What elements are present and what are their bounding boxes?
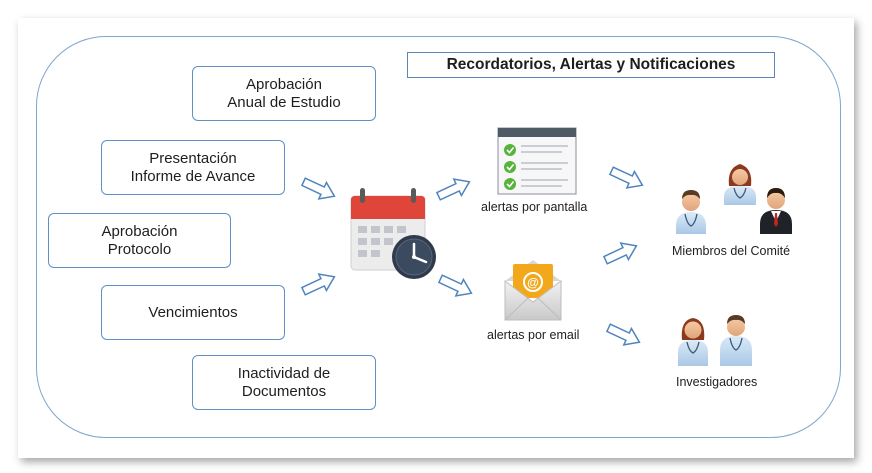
arrow-to-screen — [435, 174, 473, 205]
label-alertas-email: alertas por email — [487, 328, 580, 342]
label-investigadores: Investigadores — [676, 375, 758, 389]
trigger-text-line: Informe de Avance — [130, 167, 256, 185]
calendar-clock-icon — [351, 188, 436, 279]
arrow-to-calendar-1 — [300, 174, 338, 205]
trigger-text-line: Protocolo — [107, 240, 172, 258]
trigger-text-line: Presentación — [149, 149, 237, 167]
trigger-text-line: Anual de Estudio — [227, 93, 341, 111]
trigger-text-line: Aprobación — [101, 222, 178, 240]
trigger-text-line: Vencimientos — [148, 303, 238, 321]
arrow-email-to-committee — [602, 238, 640, 269]
trigger-text-line: Inactividad de — [237, 364, 331, 382]
arrow-email-to-investigators — [605, 320, 643, 351]
label-alertas-pantalla: alertas por pantalla — [481, 200, 588, 214]
svg-text:@: @ — [527, 275, 539, 290]
trigger-text-line: Documentos — [241, 382, 327, 400]
committee-members-icon — [676, 164, 792, 234]
arrow-screen-to-committee — [608, 163, 646, 194]
checklist-screen-icon — [498, 128, 576, 194]
diagram-title: Recordatorios, Alertas y Notificaciones — [407, 52, 775, 78]
email-envelope-icon — [505, 260, 561, 320]
investigators-icon — [678, 315, 752, 366]
arrow-to-calendar-2 — [300, 269, 338, 300]
arrow-to-email — [437, 271, 475, 302]
trigger-text-line: Aprobación — [246, 75, 322, 93]
label-miembros-comite: Miembros del Comité — [672, 244, 791, 258]
